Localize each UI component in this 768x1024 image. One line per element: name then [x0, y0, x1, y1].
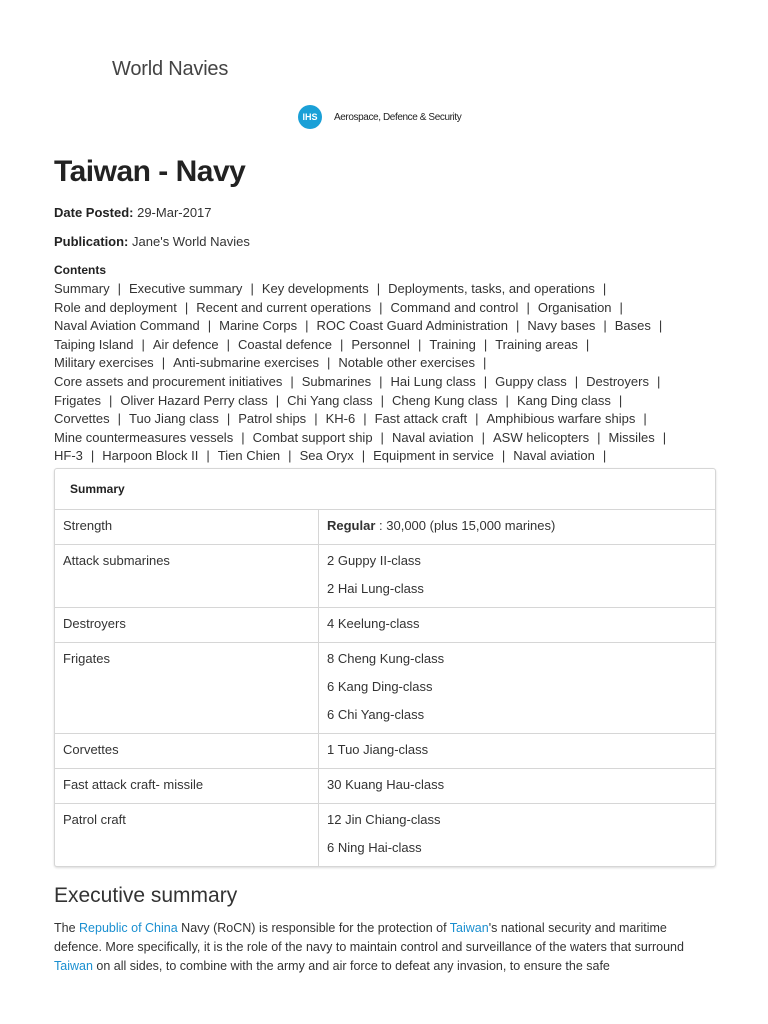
contents-link[interactable]: Navy bases [527, 318, 596, 334]
table-cell-line: 4 Keelung-class [327, 616, 420, 631]
contents-separator: | [226, 336, 231, 352]
table-cell-value [319, 510, 716, 545]
table-cell-line: 2 Guppy II-class [327, 553, 421, 568]
contents-row [54, 317, 714, 336]
contents-separator: | [184, 299, 189, 315]
contents-link[interactable]: Taiping Island [54, 336, 134, 352]
contents-separator: | [226, 411, 231, 427]
contents-row [54, 336, 714, 355]
contents-separator: | [483, 355, 487, 371]
contents-separator: | [161, 355, 166, 371]
ihs-tagline: Aerospace, Defence & Security [334, 111, 462, 123]
date-posted-value: 29-Mar-2017 [137, 205, 212, 220]
contents-link[interactable]: Coastal defence [238, 336, 332, 352]
contents-separator: | [141, 336, 145, 352]
contents-separator: | [417, 336, 422, 352]
table-cell-value [319, 643, 716, 734]
table-cell-line: 30 Kuang Hau-class [327, 777, 445, 792]
contents-link[interactable]: Destroyers [586, 373, 649, 389]
contents-separator: | [516, 318, 520, 334]
contents-link[interactable]: Guppy class [495, 373, 567, 389]
contents-separator: | [475, 411, 479, 427]
ihs-branding [298, 105, 461, 129]
contents-separator: | [361, 448, 366, 464]
contents-link[interactable]: Notable other exercises [338, 355, 475, 371]
table-cell-line: 12 Jin Chiang-class [327, 812, 441, 827]
contents-separator: | [662, 429, 667, 445]
table-cell-line: 6 Kang Ding-class [327, 679, 433, 694]
contents-separator: | [574, 373, 579, 389]
contents-separator: | [275, 392, 280, 408]
contents-row [54, 299, 714, 318]
contents-row [54, 429, 714, 448]
contents-separator: | [619, 299, 623, 315]
contents-link[interactable]: Air defence [152, 336, 219, 352]
table-cell-value [319, 545, 716, 608]
contents-link[interactable]: Anti-submarine exercises [173, 355, 320, 371]
para-text: on all sides, to combine with the army and air force to defeat any invasion, to ensure the safe [92, 959, 610, 973]
contents-link[interactable]: Military exercises [54, 355, 154, 371]
contents-separator: | [363, 411, 367, 427]
table-cell-value [319, 734, 716, 769]
contents-link[interactable]: Hai Lung class [390, 373, 476, 389]
contents-link[interactable]: Organisation [537, 299, 612, 315]
table-cell-line [327, 518, 707, 536]
contents-separator: | [481, 429, 485, 445]
contents-separator: | [376, 281, 381, 296]
table-row [55, 769, 715, 804]
date-posted [54, 205, 212, 220]
contents-link[interactable]: Naval aviation [391, 429, 474, 445]
contents-link[interactable]: Core assets and procurement initiatives [54, 373, 283, 389]
table-cell-label: Attack submarines [55, 545, 319, 608]
contents-link[interactable]: Naval Aviation Command [54, 318, 200, 334]
contents-link[interactable]: Command and control [390, 299, 519, 315]
contents-link[interactable]: Marine Corps [219, 318, 298, 334]
contents-separator: | [597, 429, 601, 445]
contents-link[interactable]: Summary [54, 281, 110, 296]
contents-separator: | [117, 411, 122, 427]
contents-separator: | [207, 318, 212, 334]
contents-link[interactable]: Recent and current operations [196, 299, 372, 315]
contents-link[interactable]: Mine countermeasures vessels [54, 429, 234, 445]
publication-value: Jane's World Navies [132, 234, 250, 249]
table-cell-value [319, 608, 716, 643]
table-cell-label: Strength [55, 510, 319, 545]
contents-link[interactable]: Sea Oryx [299, 448, 354, 464]
table-cell-label: Fast attack craft- missile [55, 769, 319, 804]
contents-separator: | [656, 373, 661, 389]
date-posted-label: Date Posted: [54, 205, 134, 220]
contents-link[interactable]: HF-3 [54, 448, 83, 464]
contents-separator: | [108, 392, 113, 408]
publication-brand-title: World Navies [112, 58, 229, 80]
contents-separator: | [340, 336, 344, 352]
summary-heading: Summary [55, 469, 715, 510]
contents-separator: | [314, 411, 318, 427]
contents-row [54, 373, 714, 392]
table-cell-label: Destroyers [55, 608, 319, 643]
contents-separator: | [501, 448, 506, 464]
table-row [55, 510, 715, 545]
executive-summary-heading: Executive summary [54, 884, 238, 907]
para-text: The [54, 921, 80, 935]
contents-separator: | [380, 429, 384, 445]
table-cell-label: Corvettes [55, 734, 319, 769]
contents-link[interactable]: Amphibious warfare ships [486, 411, 636, 427]
contents-link[interactable]: Patrol ships [238, 411, 307, 427]
contents-link[interactable]: Equipment in service [373, 448, 494, 464]
link-taiwan[interactable]: Taiwan [449, 921, 489, 935]
contents-link[interactable]: Executive summary [129, 281, 243, 296]
contents-link[interactable]: Fast attack craft [374, 411, 468, 427]
para-text: 's national security and maritime defence. More specifically, it is the role of the navy to maintain control and surveillance of the waters that surround [54, 921, 684, 954]
contents-separator: | [602, 448, 607, 464]
contents-separator: | [305, 318, 309, 334]
table-cell-line: 6 Ning Hai-class [327, 840, 422, 855]
contents-separator: | [327, 355, 331, 371]
contents-row [54, 392, 714, 411]
contents-separator: | [90, 448, 95, 464]
table-cell-value [319, 769, 716, 804]
contents-separator: | [241, 429, 245, 445]
table-row [55, 804, 715, 867]
contents-separator: | [483, 336, 488, 352]
contents-link[interactable]: KH-6 [325, 411, 356, 427]
contents-link[interactable]: Training [429, 336, 476, 352]
contents-link[interactable]: Submarines [301, 373, 372, 389]
contents-link[interactable]: Kang Ding class [516, 392, 611, 408]
publication-label: Publication: [54, 234, 129, 249]
table-row [55, 734, 715, 769]
contents-link[interactable]: Training areas [495, 336, 578, 352]
contents-row [54, 410, 714, 429]
contents-link[interactable]: Naval aviation [513, 448, 595, 464]
contents-link[interactable]: Bases [614, 318, 651, 334]
contents-separator: | [288, 448, 292, 464]
contents-link[interactable]: Oliver Hazard Perry class [120, 392, 268, 408]
contents-link[interactable]: Deployments, tasks, and operations [388, 281, 595, 296]
page-title: Taiwan - Navy [54, 155, 246, 188]
table-row [55, 608, 715, 643]
contents-row [54, 447, 714, 466]
para-text: Navy (RoCN) is responsible for the protection of [177, 921, 450, 935]
link-taiwan[interactable]: Taiwan [54, 959, 93, 973]
contents-separator: | [206, 448, 210, 464]
table-cell-label: Patrol craft [55, 804, 319, 867]
contents-row [54, 280, 714, 299]
table-cell-line: 2 Hai Lung-class [327, 581, 424, 596]
contents-separator: | [526, 299, 530, 315]
executive-summary-paragraph [54, 919, 714, 976]
ihs-logo-icon: IHS [298, 105, 322, 129]
contents-separator: | [505, 392, 509, 408]
contents-list [54, 280, 714, 466]
link-republic-of-china[interactable]: Republic of China [79, 921, 178, 935]
strength-value: : 30,000 (plus 15,000 marines) [375, 518, 556, 533]
contents-link[interactable]: ASW helicopters [492, 429, 590, 445]
table-cell-label: Frigates [55, 643, 319, 734]
contents-separator: | [643, 411, 647, 427]
contents-label: Contents [54, 263, 106, 277]
contents-separator: | [483, 373, 488, 389]
table-cell-value [319, 804, 716, 867]
contents-link[interactable]: Cheng Kung class [392, 392, 498, 408]
contents-link[interactable]: Role and deployment [54, 299, 177, 315]
table-cell-line: 6 Chi Yang-class [327, 707, 425, 722]
contents-separator: | [379, 373, 383, 389]
contents-row [54, 354, 714, 373]
table-row [55, 545, 715, 608]
strength-bold-label: Regular [327, 518, 376, 533]
table-cell-line: 1 Tuo Jiang-class [327, 742, 429, 757]
contents-separator: | [602, 281, 607, 296]
table-cell-line: 8 Cheng Kung-class [327, 651, 445, 666]
contents-link[interactable]: Chi Yang class [287, 392, 373, 408]
contents-link[interactable]: Frigates [54, 392, 101, 408]
contents-separator: | [379, 299, 383, 315]
contents-separator: | [585, 336, 590, 352]
contents-link[interactable]: Missiles [608, 429, 655, 445]
contents-separator: | [618, 392, 623, 408]
summary-table [55, 510, 715, 866]
contents-separator: | [603, 318, 607, 334]
contents-link[interactable]: Key developments [261, 281, 369, 296]
contents-link[interactable]: Harpoon Block II [102, 448, 199, 464]
contents-link[interactable]: Combat support ship [252, 429, 373, 445]
contents-link[interactable]: Tien Chien [217, 448, 281, 464]
contents-separator: | [117, 281, 122, 296]
contents-separator: | [250, 281, 254, 296]
contents-link[interactable]: Corvettes [54, 411, 110, 427]
table-row [55, 643, 715, 734]
contents-link[interactable]: Tuo Jiang class [129, 411, 219, 427]
publication [54, 234, 250, 249]
summary-table-box [54, 468, 716, 867]
contents-separator: | [290, 373, 294, 389]
contents-separator: | [380, 392, 385, 408]
contents-link[interactable]: Personnel [351, 336, 410, 352]
contents-link[interactable]: ROC Coast Guard Administration [316, 318, 509, 334]
contents-separator: | [658, 318, 663, 334]
